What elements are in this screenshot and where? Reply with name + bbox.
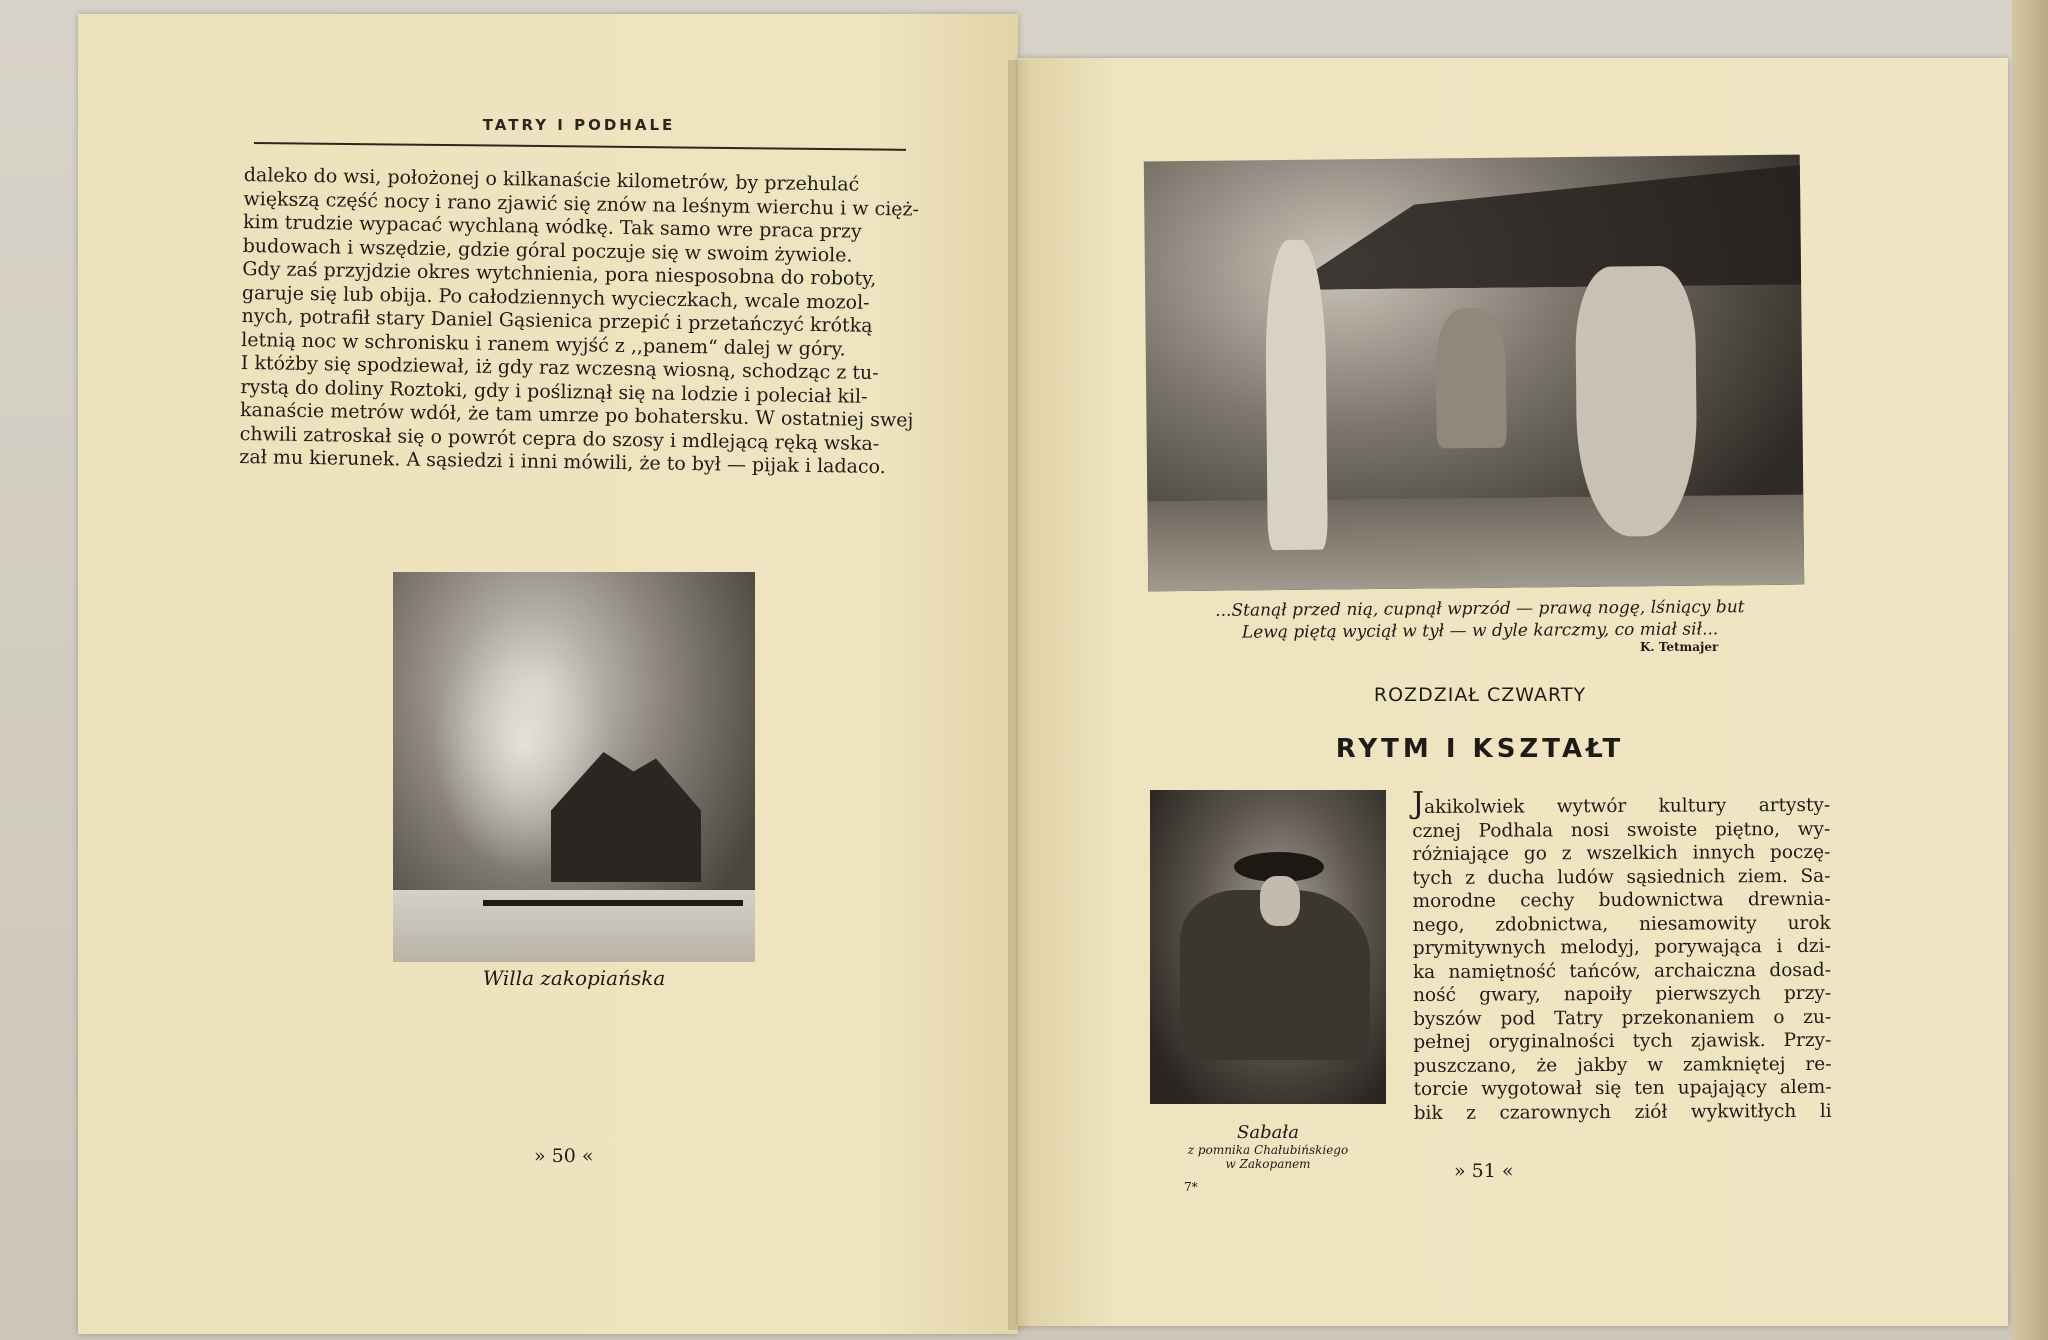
text-line: byszów pod Tatry przekonaniem o zu-: [1413, 1006, 1832, 1030]
villa-photo: [393, 572, 755, 962]
running-head: TATRY I PODHALE: [482, 116, 676, 134]
dance-illustration-dancer: [1265, 240, 1328, 551]
text-line: Jakikolwiek wytwór kultury artysty-: [1411, 785, 1831, 821]
text-line: pełnej oryginalności tych zjawisk. Przy-: [1413, 1029, 1832, 1053]
sabala-photo-caption: [1150, 1122, 1386, 1171]
text-line: puszczano, że jakby w zamkniętej re-: [1413, 1053, 1832, 1077]
poem-author: K. Tetmajer: [1640, 640, 1719, 654]
dance-illustration-floor: [1147, 495, 1804, 592]
sabala-caption-source: z pomnika Chałubińskiego: [1187, 1143, 1349, 1157]
chapter-label: ROZDZIAŁ CZWARTY: [1373, 684, 1587, 706]
book-cover-edge: [2012, 0, 2048, 1340]
dance-illustration-woman: [1575, 266, 1698, 537]
book-gutter: [1008, 60, 1030, 1330]
text-line: I któżby się spodziewał, iż gdy raz wczesną wiosną, schodząc z tu-: [240, 351, 879, 384]
text-line: nych, potrafił stary Daniel Gąsienica przepić i przetańczyć krótką: [241, 304, 873, 337]
text-line: daleko do wsi, położonej o kilkanaście kilometrów, by przehulać: [243, 164, 860, 196]
villa-photo-caption: Willa zakopiańska: [482, 966, 666, 990]
text-line: morodne cechy budownictwa drewnia-: [1412, 888, 1831, 912]
text-line: większą część nocy i rano zjawić się znów na leśnym wierchu i w cięż-: [243, 187, 920, 221]
poem-quote: [1180, 596, 1780, 644]
sabala-caption-name: Sabała: [1237, 1122, 1299, 1143]
text-line: kim trudzie wypacać wychlaną wódkę. Tak samo wre praca przy: [242, 210, 862, 243]
text-line: garuje się lub obija. Po całodziennych wycieczkach, wcale mozol-: [241, 281, 870, 314]
text-line: różniające go z wszelkich innych poczę-: [1412, 841, 1831, 865]
text-line: torcie wygotował się ten upajający alem-: [1413, 1076, 1832, 1100]
sabala-photo-face: [1260, 876, 1300, 926]
text-line: bik z czarownych ziół wykwitłych li: [1413, 1100, 1832, 1124]
right-body-text: [1411, 785, 1832, 1125]
text-line: Gdy zaś przyjdzie okres wytchnienia, pora niesposobna do roboty,: [242, 257, 877, 290]
text-line: letnią noc w schronisku i ranem wyjść z ,,panem“ dalej w góry.: [241, 328, 846, 360]
text-line: cznej Podhala nosi swoiste piętno, wy-: [1412, 818, 1831, 842]
sabala-caption-place: w Zakopanem: [1225, 1157, 1311, 1171]
left-body-text: [239, 164, 920, 480]
text-line: prymitywnych melodyj, porywająca i dzi-: [1412, 935, 1831, 959]
dance-illustration-roof: [1284, 165, 1804, 290]
text-line: zał mu kierunek. A sąsiedzi i inni mówili, że to był — pijak i ladaco.: [239, 445, 886, 479]
text-line: ka namiętność tańców, archaiczna dosad-: [1412, 959, 1831, 983]
text-line: nego, zdobnictwa, niesamowity urok: [1412, 912, 1831, 936]
poem-line: ...Stanął przed nią, cupnął wprzód — prawą nogę, lśniący but: [1215, 597, 1745, 621]
text-line: rystą do doliny Roztoki, gdy i pośliznął się na lodzie i poleciał kil-: [240, 375, 868, 408]
text-line: budowach i wszędzie, gdzie góral poczuje się w swoim żywiole.: [242, 234, 853, 267]
chapter-title: RYTM I KSZTAŁT: [1335, 734, 1625, 764]
dance-illustration-seated-man: [1435, 308, 1506, 449]
poem-line: Lewą piętą wyciął w tył — w dyle karczmy, co miał sił...: [1241, 619, 1719, 643]
text-line: tych z ducha ludów sąsiednich ziem. Sa-: [1412, 865, 1831, 889]
text-line: chwili zatroskał się o powrót cepra do szosy i mdlejącą ręką wska-: [239, 422, 880, 455]
page-number-right: » 51 «: [1454, 1160, 1514, 1182]
text-line: kanaście metrów wdół, że tam umrze po bohatersku. W ostatniej swej: [239, 398, 914, 432]
text-line: ność gwary, napoiły pierwszych przy-: [1413, 982, 1832, 1006]
sabala-photo: [1150, 790, 1386, 1104]
villa-photo-fence: [483, 900, 743, 906]
dance-illustration: [1144, 155, 1804, 592]
signature-mark: 7*: [1184, 1180, 1198, 1194]
page-number-left: » 50 «: [534, 1145, 594, 1167]
